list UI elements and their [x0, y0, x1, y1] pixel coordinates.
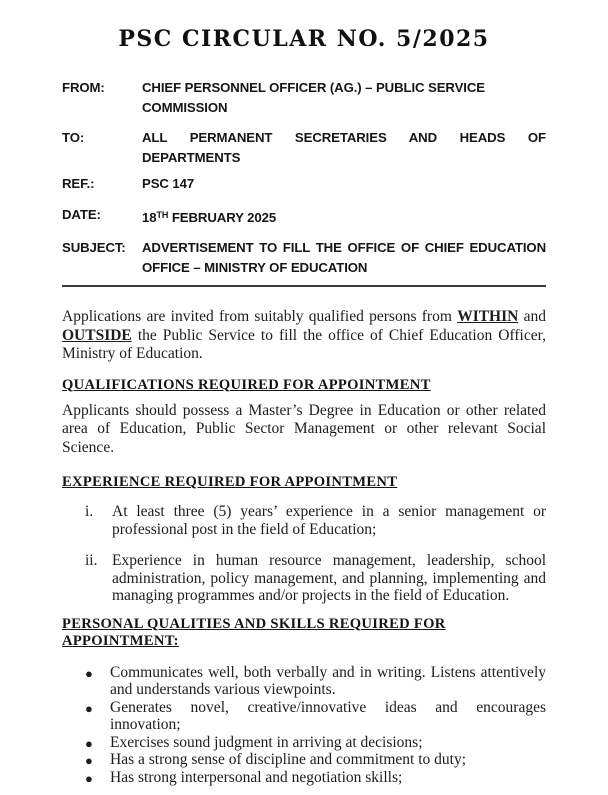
- quality-item-text: Has strong interpersonal and negotiation skills;: [110, 768, 403, 786]
- from-label: FROM:: [62, 80, 105, 95]
- intro-segment: Applications are invited from suitably qualified persons from: [62, 308, 458, 325]
- qualifications-paragraph: Applicants should possess a Master’s Degree in Education or other related area of Education, Public Sector Management or other relevant Social Science.: [62, 401, 546, 456]
- date-value: [142, 205, 546, 228]
- bullet-icon: ●: [85, 665, 93, 681]
- quality-item: [62, 751, 546, 769]
- header-row-ref: [62, 174, 546, 194]
- quality-item-text: Exercises sound judgment in arriving at decisions;: [110, 733, 423, 751]
- quality-item: [62, 734, 546, 752]
- header-row-to: [62, 128, 546, 168]
- date-ordinal: TH: [156, 210, 169, 220]
- bullet-icon: ●: [85, 735, 93, 751]
- header-row-from: [62, 78, 546, 118]
- bullet-icon: ●: [85, 770, 93, 786]
- intro-segment: the Public Service to fill the office of Chief Education Officer, Ministry of Education.: [62, 326, 546, 362]
- experience-item-text: Experience in human resource management, leadership, school administration, policy management, and planning, implementing and managing programmes and/or projects in the field of Education.: [112, 552, 546, 604]
- intro-segment: and: [518, 308, 546, 325]
- divider-rule: [62, 285, 546, 287]
- intro-paragraph: [62, 308, 546, 364]
- subject-value: ADVERTISEMENT TO FILL THE OFFICE OF CHIEF EDUCATION OFFICE – MINISTRY OF EDUCATION: [142, 240, 546, 275]
- personal-qualities-list: [62, 664, 546, 787]
- ref-value: PSC 147: [142, 176, 195, 191]
- experience-heading: EXPERIENCE REQUIRED FOR APPOINTMENT: [62, 474, 398, 490]
- header-fields: [62, 78, 546, 278]
- qualifications-heading: QUALIFICATIONS REQUIRED FOR APPOINTMENT: [62, 376, 431, 393]
- intro-segment-within: WITHIN: [457, 308, 519, 325]
- roman-numeral-marker: ii.: [85, 552, 98, 569]
- quality-item-text: Has a strong sense of discipline and commitment to duty;: [110, 751, 467, 768]
- document-title: PSC CIRCULAR NO. 5/2025: [118, 26, 490, 52]
- date-label: DATE:: [62, 207, 101, 222]
- experience-item-i: [62, 503, 546, 538]
- header-row-date: [62, 205, 546, 228]
- bullet-icon: ●: [85, 753, 93, 768]
- ref-label: REF.:: [62, 176, 95, 191]
- quality-item-text: Communicates well, both verbally and in writing. Listens attentively and understands various viewpoints.: [110, 663, 546, 698]
- experience-item-text: At least three (5) years’ experience in a senior management or professional post in the field of Education;: [112, 503, 546, 538]
- experience-list: [62, 503, 546, 605]
- bullet-icon: ●: [85, 700, 93, 716]
- date-rest: FEBRUARY 2025: [168, 210, 277, 225]
- quality-item: [62, 664, 546, 699]
- quality-item-text: Generates novel, creative/innovative ideas and encourages innovation;: [110, 698, 546, 733]
- to-label: TO:: [62, 130, 85, 145]
- subject-label: SUBJECT:: [62, 240, 126, 255]
- to-value: ALL PERMANENT SECRETARIES AND HEADS OF DEPARTMENTS: [142, 130, 546, 165]
- personal-qualities-heading: PERSONAL QUALITIES AND SKILLS REQUIRED FOR APPOINTMENT:: [62, 615, 446, 649]
- experience-item-ii: [62, 552, 546, 605]
- quality-item: [62, 699, 546, 734]
- date-day: 18: [142, 210, 157, 225]
- intro-segment-outside: OUTSIDE: [62, 326, 132, 344]
- roman-numeral-marker: i.: [85, 503, 94, 520]
- from-value: CHIEF PERSONNEL OFFICER (AG.) – PUBLIC SERVICE COMMISSION: [142, 80, 485, 115]
- header-row-subject: [62, 238, 546, 278]
- quality-item: [62, 769, 546, 787]
